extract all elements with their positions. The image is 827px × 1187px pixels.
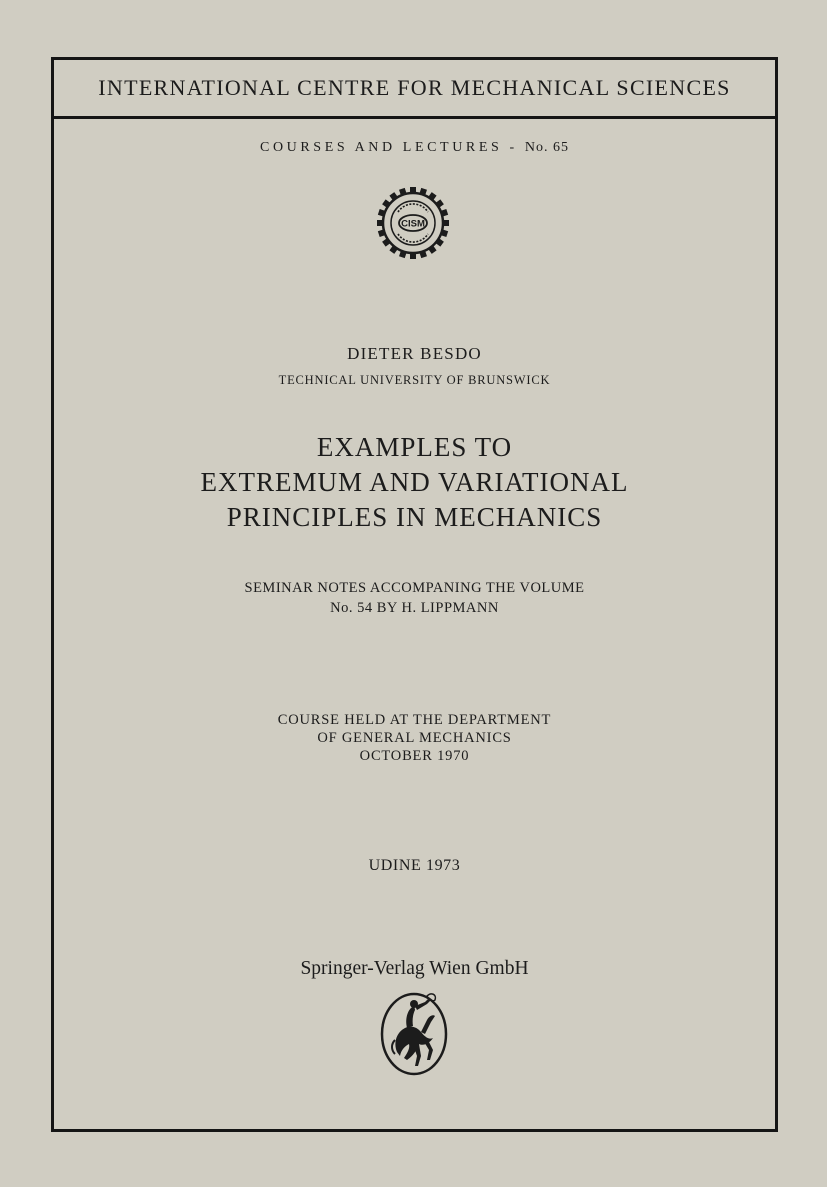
series-separator: -: [509, 140, 518, 155]
springer-horse-rider-logo-icon: [377, 980, 451, 1080]
book-title: [54, 430, 775, 535]
title-line: EXTREMUM AND VARIATIONAL: [200, 467, 629, 497]
cism-logo-text: CISM: [401, 218, 425, 230]
title-line: PRINCIPLES IN MECHANICS: [226, 502, 603, 532]
subtitle-line: SEMINAR NOTES ACCOMPANING THE VOLUME: [244, 580, 585, 596]
series-number: No. 65: [524, 140, 569, 155]
cism-gear-emblem-icon: [376, 186, 450, 260]
institution-title: INTERNATIONAL CENTRE FOR MECHANICAL SCIENCES: [98, 75, 731, 100]
course-line: COURSE HELD AT THE DEPARTMENT: [277, 712, 552, 728]
subtitle: [54, 578, 775, 618]
series-label: COURSES AND LECTURES: [260, 140, 503, 155]
header-band: [54, 60, 775, 119]
author-name: DIETER BESDO: [347, 344, 482, 363]
course-info: [54, 711, 775, 765]
cover-frame: [51, 57, 778, 1132]
title-line: EXAMPLES TO: [316, 432, 513, 462]
course-line: OCTOBER 1970: [359, 748, 470, 764]
author-affiliation: TECHNICAL UNIVERSITY OF BRUNSWICK: [278, 373, 551, 387]
subtitle-line: No. 54 BY H. LIPPMANN: [330, 600, 499, 616]
publisher-name: Springer-Verlag Wien GmbH: [300, 958, 529, 979]
course-line: OF GENERAL MECHANICS: [317, 730, 512, 746]
place-year: UDINE 1973: [368, 857, 461, 874]
series-line: [54, 140, 775, 156]
